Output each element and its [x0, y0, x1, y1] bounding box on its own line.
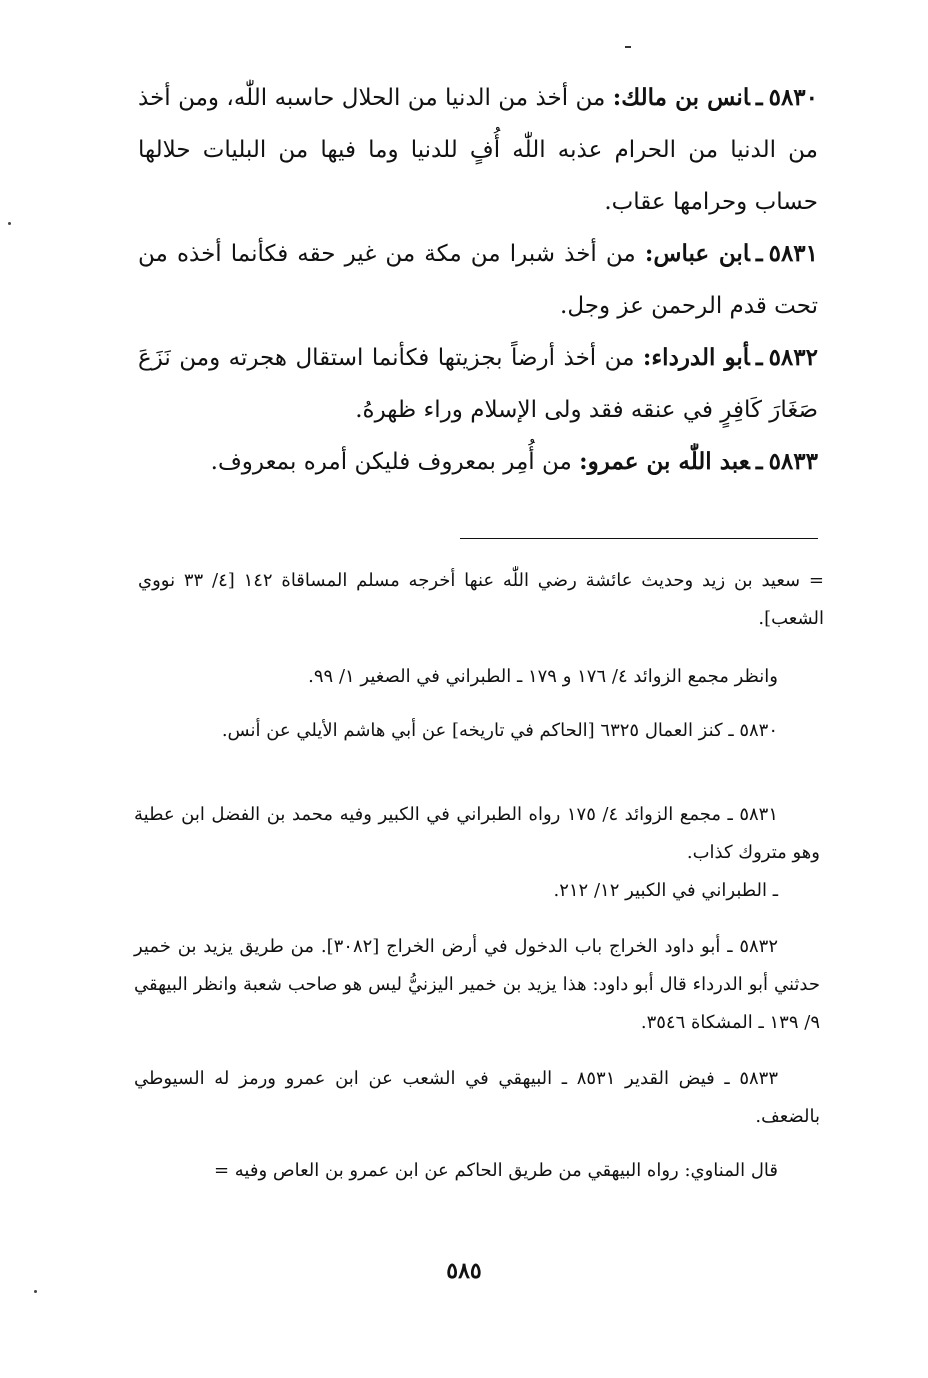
entry-number: ٥٨٣٢ [768, 344, 818, 371]
scan-speck [8, 222, 11, 225]
entry-number: ٥٨٣٣ [768, 448, 818, 475]
footnote-5831: ٥٨٣١ ـ مجمع الزوائد ٤/ ١٧٥ رواه الطبراني في الكبير وفيه محمد بن الفضل ابن عطية وهو متروك كذاب. [134, 804, 820, 863]
entry-text: من أخذ من الدنيا من الحلال حاسبه اللّٰه، ومن أخذ من الدنيا من الحرام عذبه اللّٰه أُفٍ للدنيا وما فيها من البليات حلالها حساب وحرامها عقاب. [138, 85, 818, 215]
footnote-5830: ٥٨٣٠ ـ كنز العمال ٦٣٢٥ [الحاكم في تاريخه] عن أبي هاشم الأيلي عن أنس. [221, 720, 778, 741]
footnote-separator [460, 538, 818, 539]
page-number: ٥٨٥ [446, 1258, 482, 1284]
entry-text: من أُمِر بمعروف فليكن أمره بمعروف. [210, 449, 572, 475]
entry-5832: ٥٨٣٢ـأبو الدرداء: من أخذ أرضاً بجزيتها فكأنما استقال هجرته ومن نَزَعَ صَغَارَ كَافِرٍ في عنقه فقد ولى الإسلام وراء ظهرهُ. [138, 344, 818, 423]
scan-speck [34, 1290, 37, 1293]
entry-narrator: انس بن مالك: [612, 84, 750, 111]
entry-narrator: ابن عباس: [644, 240, 750, 267]
entry-number: ٥٨٣٠ [768, 84, 819, 111]
footnote-5832: ٥٨٣٢ ـ أبو داود الخراج باب الدخول في أرض الخراج [٣٠٨٢]. من طريق يزيد بن خمير حدثني أبو الدرداء قال أبو داود: هذا يزيد بن خمير اليزنيُّ ليس هو صاحب شعبة وانظر البيهقي ٩/ ١٣٩ ـ المشكاة ٣٥٤٦. [134, 936, 820, 1033]
footnote-line: وانظر مجمع الزوائد ٤/ ١٧٦ و ١٧٩ ـ الطبراني في الصغير ١/ ٩٩. [308, 666, 778, 687]
entry-5833: ٥٨٣٣ـعبد اللّٰه بن عمرو: من أُمِر بمعروف فليكن أمره بمعروف. [210, 448, 818, 475]
entry-5831: ٥٨٣١ـابن عباس: من أخذ شبرا من مكة من غير حقه فكأنما أخذه من تحت قدم الرحمن عز وجل. [138, 240, 819, 319]
entry-text: من أخذ أرضاً بجزيتها فكأنما استقال هجرته ومن نَزَعَ صَغَارَ كَافِرٍ في عنقه فقد ولى الإسلام وراء ظهرهُ. [138, 345, 818, 423]
footnote-line: قال المناوي: رواه البيهقي من طريق الحاكم عن ابن عمرو بن العاص وفيه = [213, 1160, 778, 1181]
footnote-continuation: = سعيد بن زيد وحديث عائشة رضي اللّٰه عنها أخرجه مسلم المساقاة ١٤٢ [٤/ ٣٣ نووي الشعب]. [138, 570, 824, 629]
entry-narrator: أبو الدرداء: [642, 344, 750, 371]
entry-5830: ٥٨٣٠ـانس بن مالك: من أخذ من الدنيا من الحلال حاسبه اللّٰه، ومن أخذ من الدنيا من الحرام عذبه اللّٰه أُفٍ للدنيا وما فيها من البليات حلالها حساب وحرامها عقاب. [138, 84, 819, 215]
page-mark [625, 46, 631, 48]
entry-number: ٥٨٣١ [768, 240, 819, 267]
entry-text: من أخذ شبرا من مكة من غير حقه فكأنما أخذه من تحت قدم الرحمن عز وجل. [138, 241, 818, 319]
footnote-line: ـ الطبراني في الكبير ١٢/ ٢١٢. [553, 880, 778, 901]
entry-narrator: عبد اللّٰه بن عمرو: [579, 448, 750, 475]
footnote-5833: ٥٨٣٣ ـ فيض القدير ٨٥٣١ ـ البيهقي في الشعب عن ابن عمرو ورمز له السيوطي بالضعف. [134, 1068, 820, 1127]
